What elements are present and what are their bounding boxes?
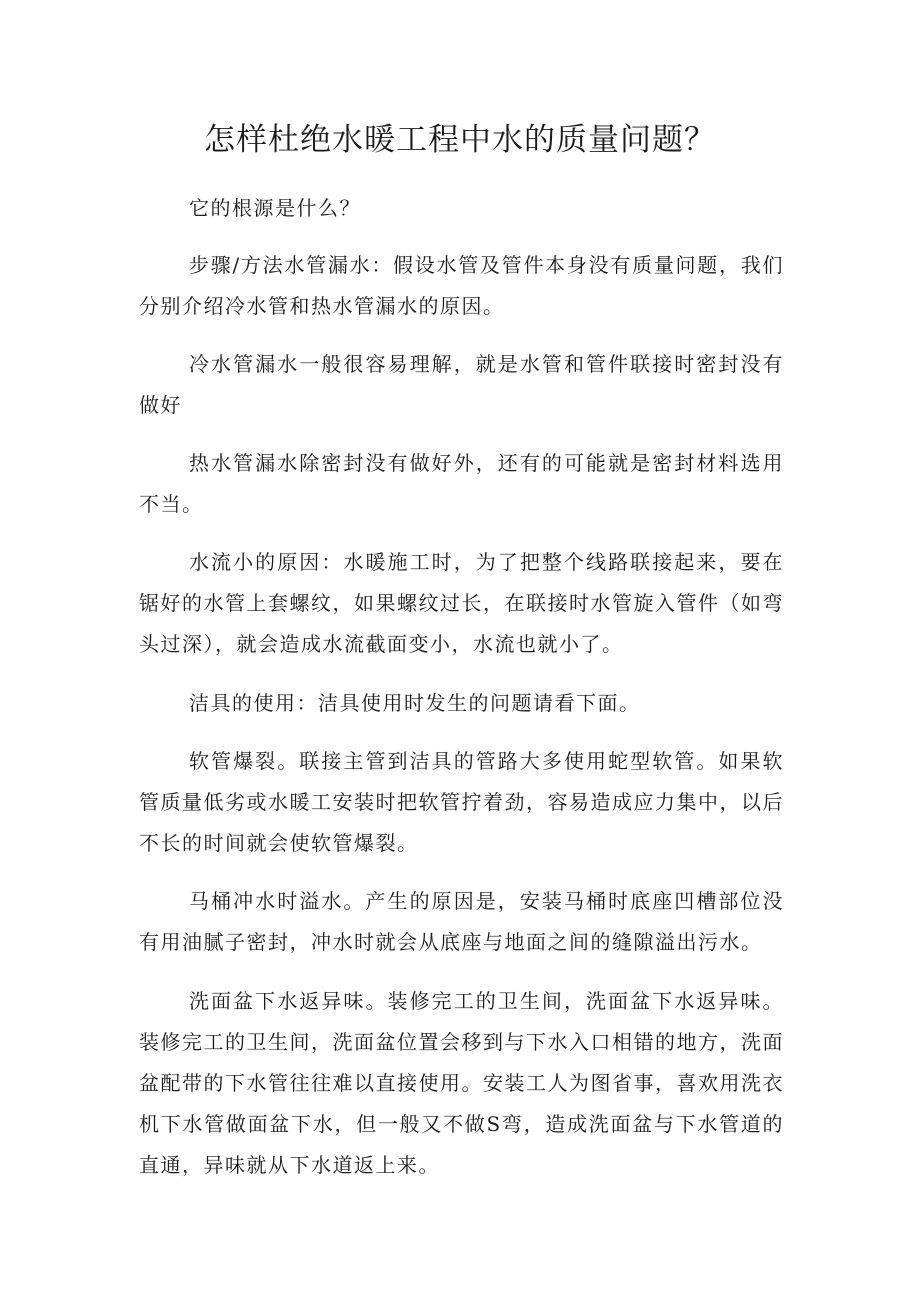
document-body xyxy=(139,188,784,1186)
paragraph-low-flow: 水流小的原因：水暖施工时，为了把整个线路联接起来，要在锯好的水管上套螺纹，如果螺纹过长，在联接时水管旋入管件（如弯头过深），就会造成水流截面变小，水流也就小了。 xyxy=(139,550,784,656)
paragraph-root-cause: 它的根源是什么？ xyxy=(189,196,361,220)
paragraph-hose-burst: 软管爆裂。联接主管到洁具的管路大多使用蛇型软管。如果软管质量低劣或水暖工安装时把软管拧着劲，容易造成应力集中，以后不长的时间就会使软管爆裂。 xyxy=(139,749,784,855)
paragraph-basin-odor: 洗面盆下水返异味。装修完工的卫生间，洗面盆下水返异味。装修完工的卫生间，洗面盆位置会移到与下水入口相错的地方，洗面盆配带的下水管往往难以直接使用。安装工人为图省事，喜欢用洗衣机下水管做面盆下水，但一般又不做S弯，造成洗面盆与下水管道的直通，异味就从下水道返上来。 xyxy=(139,989,784,1177)
paragraph-pipe-leak-intro: 步骤/方法水管漏水：假设水管及管件本身没有质量问题，我们分别介绍冷水管和热水管漏水的原因。 xyxy=(139,253,784,318)
paragraph-fixture-use: 洁具的使用：洁具使用时发生的问题请看下面。 xyxy=(189,691,641,715)
paragraph-cold-water-leak: 冷水管漏水一般很容易理解，就是水管和管件联接时密封没有做好 xyxy=(139,352,784,417)
document-title: 怎样杜绝水暖工程中水的质量问题？ xyxy=(204,122,716,158)
paragraph-toilet-overflow: 马桶冲水时溢水。产生的原因是，安装马桶时底座凹槽部位没有用油腻子密封，冲水时就会从底座与地面之间的缝隙溢出污水。 xyxy=(139,889,784,954)
paragraph-hot-water-leak: 热水管漏水除密封没有做好外，还有的可能就是密封材料选用不当。 xyxy=(139,451,784,516)
